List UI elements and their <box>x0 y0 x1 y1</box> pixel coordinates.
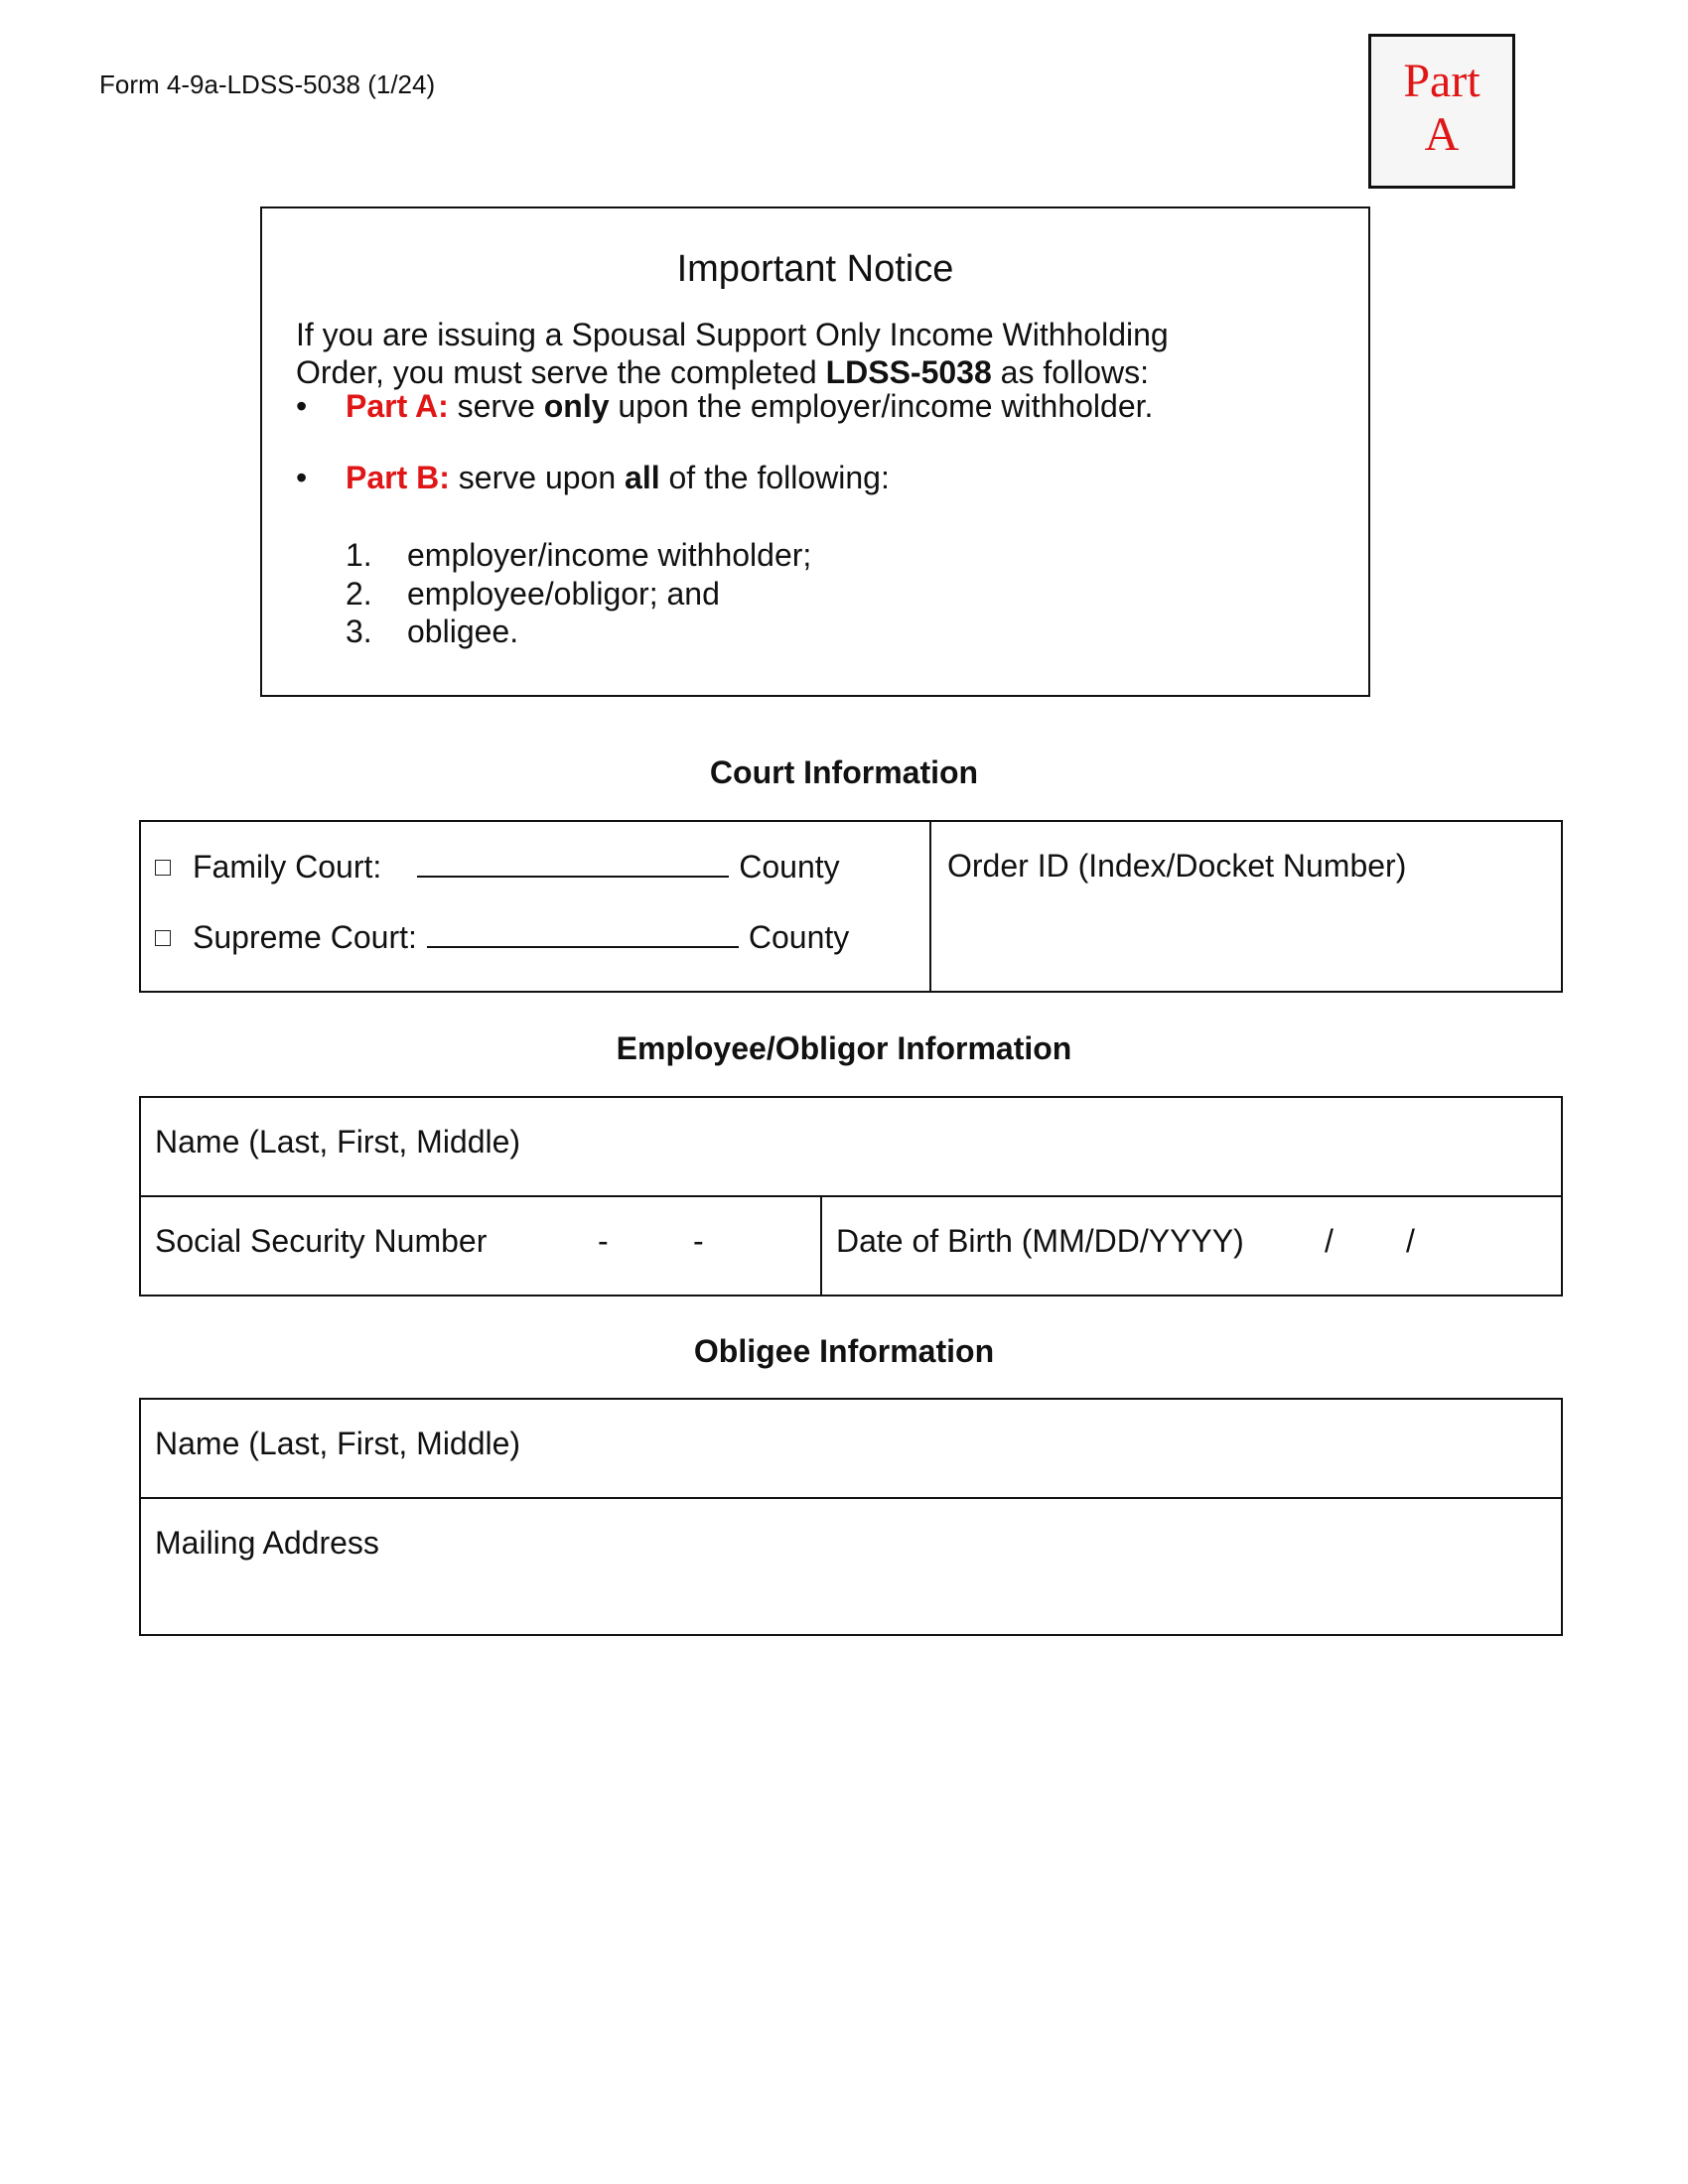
list-item <box>346 575 811 614</box>
part-b-emphasis: all <box>625 460 660 495</box>
employee-section-title: Employee/Obligor Information <box>616 1030 1072 1066</box>
part-a-text-end: upon the employer/income withholder. <box>609 388 1154 424</box>
part-label-letter: A <box>1424 108 1460 161</box>
part-b-text: serve upon <box>449 460 626 495</box>
list-text: employer/income withholder; <box>407 537 812 573</box>
notice-intro <box>296 316 1329 391</box>
dob-separator: / <box>1325 1223 1334 1259</box>
bullet-icon: • <box>296 460 308 495</box>
list-item <box>346 536 811 575</box>
list-number: 3. <box>346 614 372 649</box>
list-number: 1. <box>346 537 372 573</box>
order-id-label: Order ID (Index/Docket Number) <box>947 848 1407 884</box>
supreme-court-checkbox[interactable] <box>155 930 171 946</box>
family-court-county-field[interactable] <box>417 848 729 878</box>
county-label: County <box>748 919 850 955</box>
column-divider <box>820 1195 822 1295</box>
employee-name-label: Name (Last, First, Middle) <box>155 1124 521 1160</box>
intro-text: Order, you must serve the completed <box>296 354 826 390</box>
list-text: employee/obligor; and <box>407 575 720 612</box>
dob-field[interactable] <box>836 1223 1244 1260</box>
part-a-text: serve <box>448 388 544 424</box>
employee-name-field[interactable] <box>155 1124 520 1160</box>
form-number: LDSS-5038 <box>825 354 992 390</box>
list-text: obligee. <box>407 614 519 649</box>
obligee-section-title: Obligee Information <box>693 1333 995 1369</box>
dob-separator: / <box>1406 1223 1415 1259</box>
mailing-address-label: Mailing Address <box>155 1525 379 1561</box>
part-label-box <box>1368 34 1515 189</box>
part-b-text-end: of the following: <box>659 460 890 495</box>
county-label: County <box>739 849 840 885</box>
ssn-label: Social Security Number <box>155 1223 488 1259</box>
part-a-label: Part A: <box>346 388 449 424</box>
column-divider <box>929 822 931 991</box>
court-section-title: Court Information <box>709 754 979 790</box>
obligee-name-label: Name (Last, First, Middle) <box>155 1426 521 1461</box>
notice-title: Important Notice <box>676 248 954 290</box>
family-court-row <box>155 848 840 886</box>
supreme-court-label: Supreme Court: <box>193 919 417 955</box>
family-court-checkbox[interactable] <box>155 860 171 876</box>
important-notice-box <box>260 206 1370 697</box>
notice-intro-line2 <box>296 353 1329 391</box>
supreme-court-row <box>155 918 849 956</box>
row-divider <box>141 1195 1561 1197</box>
bullet-icon: • <box>296 388 308 424</box>
dob-label: Date of Birth (MM/DD/YYYY) <box>836 1223 1244 1259</box>
form-id: Form 4-9a-LDSS-5038 (1/24) <box>99 69 436 99</box>
mailing-address-field[interactable] <box>155 1525 379 1562</box>
list-item <box>346 613 811 651</box>
ssn-field[interactable] <box>155 1223 487 1260</box>
notice-intro-line1: If you are issuing a Spousal Support Only Income Withholding <box>296 317 1169 352</box>
employee-info-table <box>139 1096 1563 1297</box>
court-info-table <box>139 820 1563 993</box>
family-court-label: Family Court: <box>193 849 382 885</box>
part-label-word: Part <box>1403 55 1480 107</box>
ssn-separator: - <box>598 1223 609 1259</box>
list-number: 2. <box>346 575 372 612</box>
intro-text-end: as follows: <box>991 354 1150 390</box>
row-divider <box>141 1497 1561 1499</box>
order-id-field[interactable] <box>947 848 1406 885</box>
part-b-label: Part B: <box>346 460 450 495</box>
obligee-info-table <box>139 1398 1563 1636</box>
obligee-name-field[interactable] <box>155 1426 520 1462</box>
part-a-emphasis: only <box>543 388 610 424</box>
ssn-separator: - <box>693 1223 704 1259</box>
recipient-list <box>346 536 811 651</box>
supreme-court-county-field[interactable] <box>427 918 739 948</box>
